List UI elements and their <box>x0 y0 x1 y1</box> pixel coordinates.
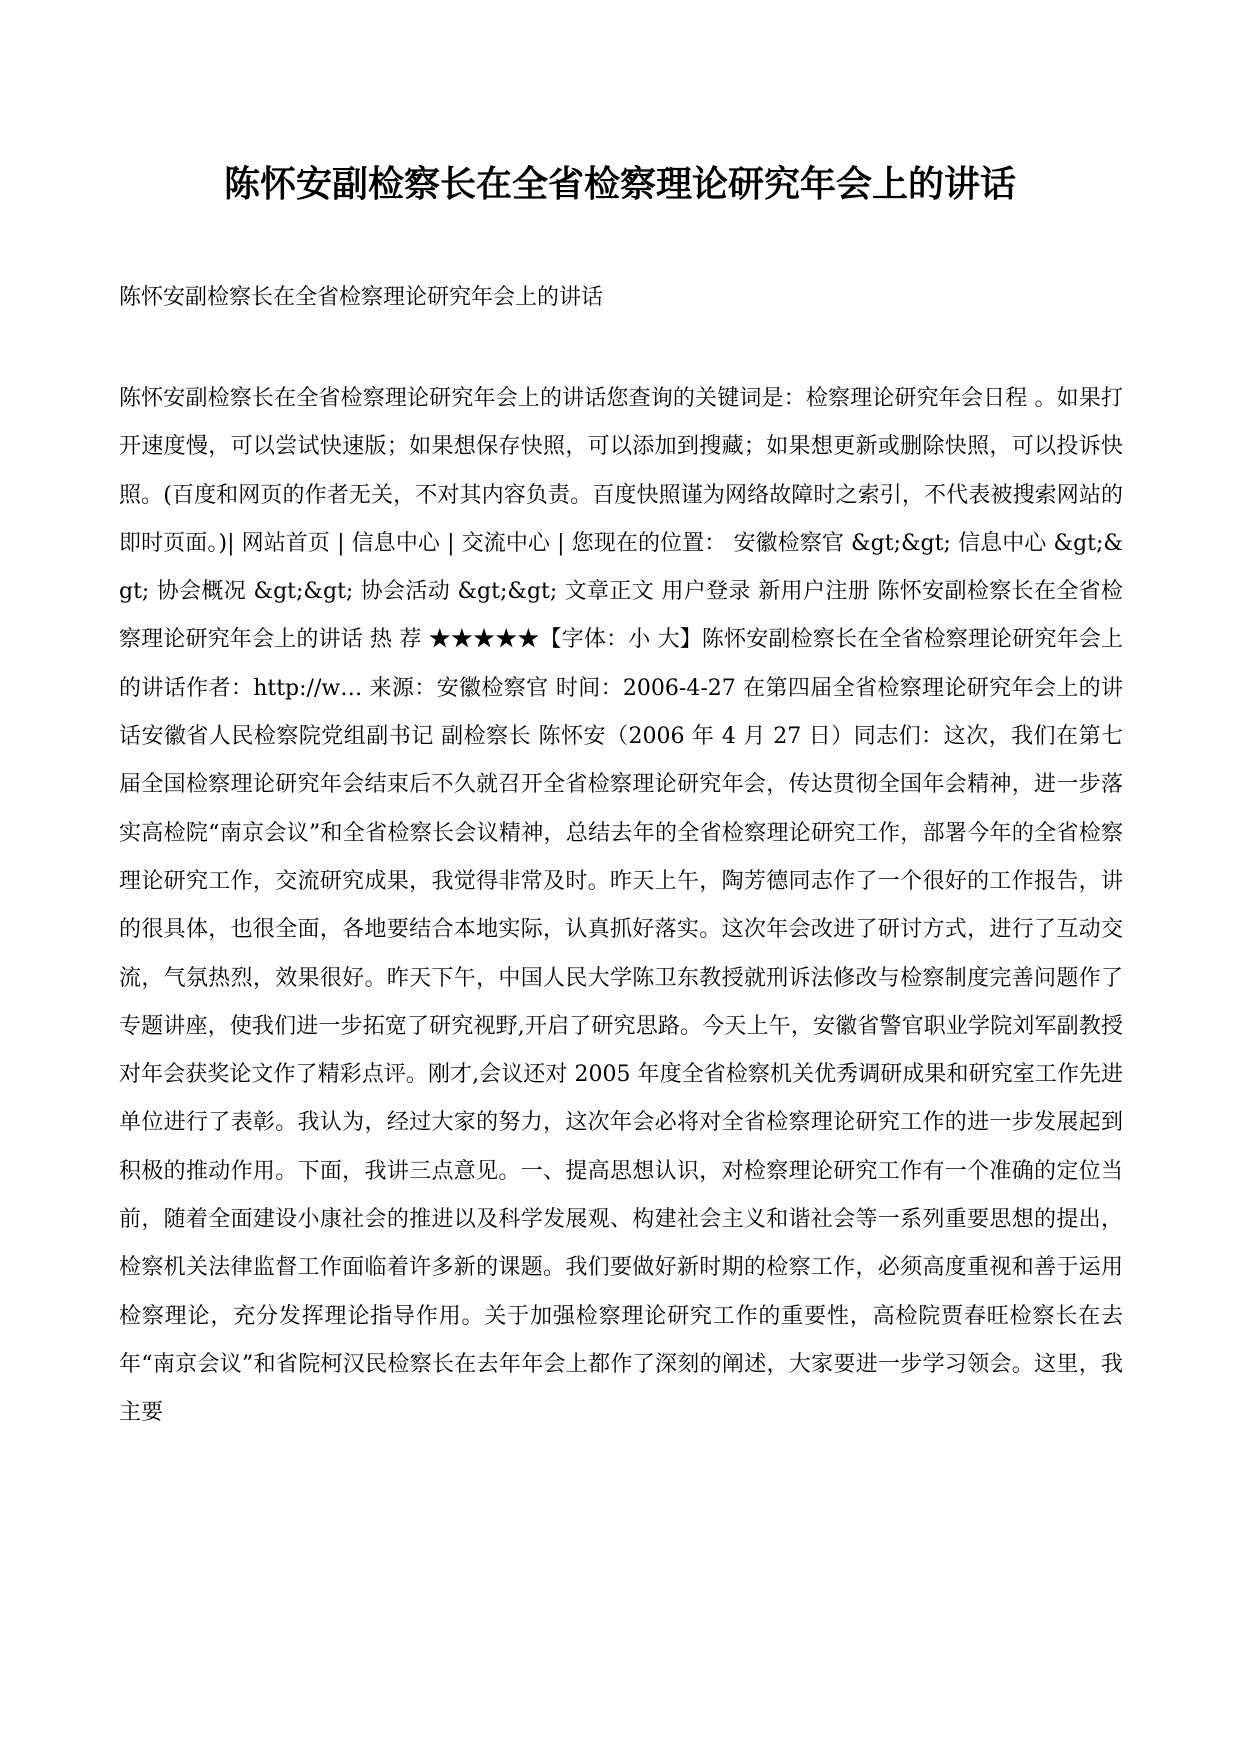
document-body: 陈怀安副检察长在全省检察理论研究年会上的讲话您查询的关键词是：检察理论研究年会日程 。如果打开速度慢，可以尝试快速版；如果想保存快照，可以添加到搜藏；如果想更新或删除快照，可以投诉快照。(百度和网页的作者无关，不对其内容负责。百度快照谨为网络故障时之索引，不代表被搜索网站的即时页面。)| 网站首页 | 信息中心 | 交流中心 | 您现在的位置： 安徽检察官 &gt;&gt; 信息中心 &gt;&gt; 协会概况 &gt;&gt; 协会活动 &gt;&gt; 文章正文 用户登录 新用户注册 陈怀安副检察长在全省检察理论研究年会上的讲话 热 荐 ★★★★★【字体：小 大】陈怀安副检察长在全省检察理论研究年会上的讲话作者：http://w… 来源：安徽检察官 时间：2006-4-27 在第四届全省检察理论研究年会上的讲话安徽省人民检察院党组副书记 副检察长 陈怀安（2006 年 4 月 27 日）同志们：这次，我们在第七届全国检察理论研究年会结束后不久就召开全省检察理论研究年会，传达贯彻全国年会精神，进一步落实高检院“南京会议”和全省检察长会议精神，总结去年的全省检察理论研究工作，部署今年的全省检察理论研究工作，交流研究成果，我觉得非常及时。昨天上午，陶芳德同志作了一个很好的工作报告，讲的很具体，也很全面，各地要结合本地实际，认真抓好落实。这次年会改进了研讨方式，进行了互动交流，气氛热烈，效果很好。昨天下午，中国人民大学陈卫东教授就刑诉法修改与检察制度完善问题作了专题讲座，使我们进一步拓宽了研究视野,开启了研究思路。今天上午，安徽省警官职业学院刘军副教授对年会获奖论文作了精彩点评。刚才,会议还对 2005 年度全省检察机关优秀调研成果和研究室工作先进单位进行了表彰。我认为，经过大家的努力，这次年会必将对全省检察理论研究工作的进一步发展起到积极的推动作用。下面，我讲三点意见。一、提高思想认识，对检察理论研究工作有一个准确的定位当前，随着全面建设小康社会的推进以及科学发展观、构建社会主义和谐社会等一系列重要思想的提出，检察机关法律监督工作面临着许多新的课题。我们要做好新时期的检察工作，必须高度重视和善于运用检察理论，充分发挥理论指导作用。关于加强检察理论研究工作的重要性，高检院贾春旺检察长在去年“南京会议”和省院柯汉民检察长在去年年会上都作了深刻的阐述，大家要进一步学习领会。这里，我主要 <box>119 386 1123 1426</box>
document-title: 陈怀安副检察长在全省检察理论研究年会上的讲话 <box>223 163 1016 205</box>
document-subtitle: 陈怀安副检察长在全省检察理论研究年会上的讲话 <box>119 285 604 310</box>
